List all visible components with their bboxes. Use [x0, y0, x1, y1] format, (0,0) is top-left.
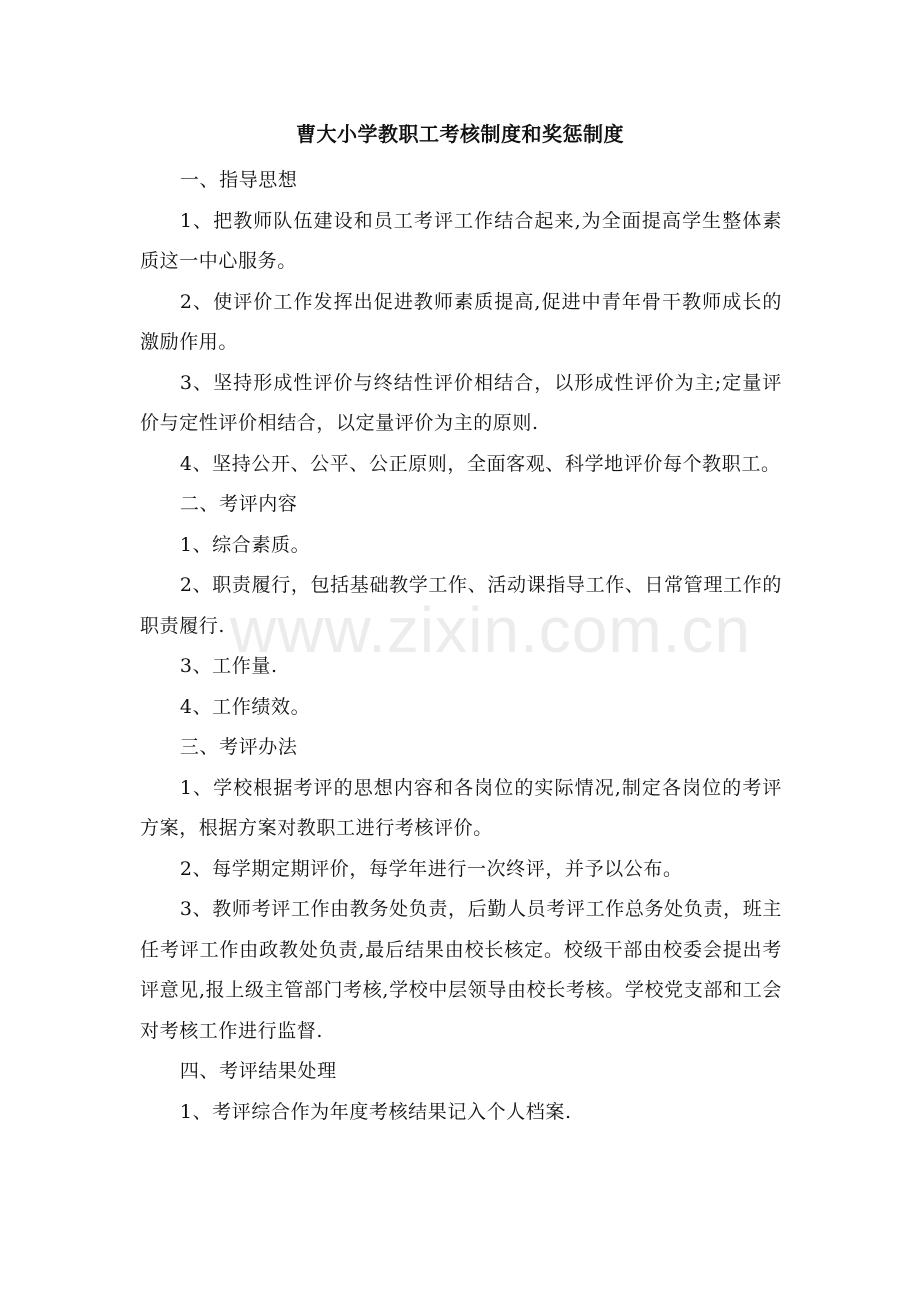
paragraph: 2、职责履行，包括基础教学工作、活动课指导工作、日常管理工作的职责履行.	[140, 574, 782, 637]
paragraph: 1、把教师队伍建设和员工考评工作结合起来,为全面提高学生整体素质这一中心服务。	[140, 209, 782, 272]
paragraph: 3、工作量.	[179, 655, 278, 677]
paragraph: 3、坚持形成性评价与终结性评价相结合，以形成性评价为主;定量评价与定性评价相结合，以定量评价为主的原则.	[140, 371, 782, 434]
paragraph: 1、学校根据考评的思想内容和各岗位的实际情况,制定各岗位的考评方案，根据方案对教职工进行考核评价。	[140, 776, 782, 839]
document-body	[140, 160, 782, 1132]
paragraph: 2、使评价工作发挥出促进教师素质提高,促进中青年骨干教师成长的激励作用。	[140, 290, 782, 353]
paragraph: 4、工作绩效。	[179, 695, 311, 718]
section-heading: 四、考评结果处理	[179, 1060, 337, 1082]
paragraph: 4、坚持公开、公平、公正原则，全面客观、科学地评价每个教职工。	[179, 452, 781, 475]
section-heading: 二、考评内容	[179, 493, 298, 515]
paragraph: 2、每学期定期评价，每学年进行一次终评，并予以公布。	[179, 857, 683, 880]
section-heading: 三、考评办法	[179, 736, 298, 758]
paragraph: 1、考评综合作为年度考核结果记入个人档案.	[179, 1100, 572, 1123]
watermark: www.zixin.com.cn	[230, 594, 751, 666]
section-heading: 一、指导思想	[179, 169, 298, 191]
paragraph: 1、综合素质。	[179, 533, 311, 556]
paragraph: 3、教师考评工作由教务处负责，后勤人员考评工作总务处负责，班主任考评工作由政教处负责,最后结果由校长核定。校级干部由校委会提出考评意见,报上级主管部门考核,学校中层领导由校长考核。学校党支部和工会对考核工作进行监督.	[140, 898, 782, 1042]
document-title: 曹大小学教职工考核制度和奖惩制度	[296, 122, 624, 146]
